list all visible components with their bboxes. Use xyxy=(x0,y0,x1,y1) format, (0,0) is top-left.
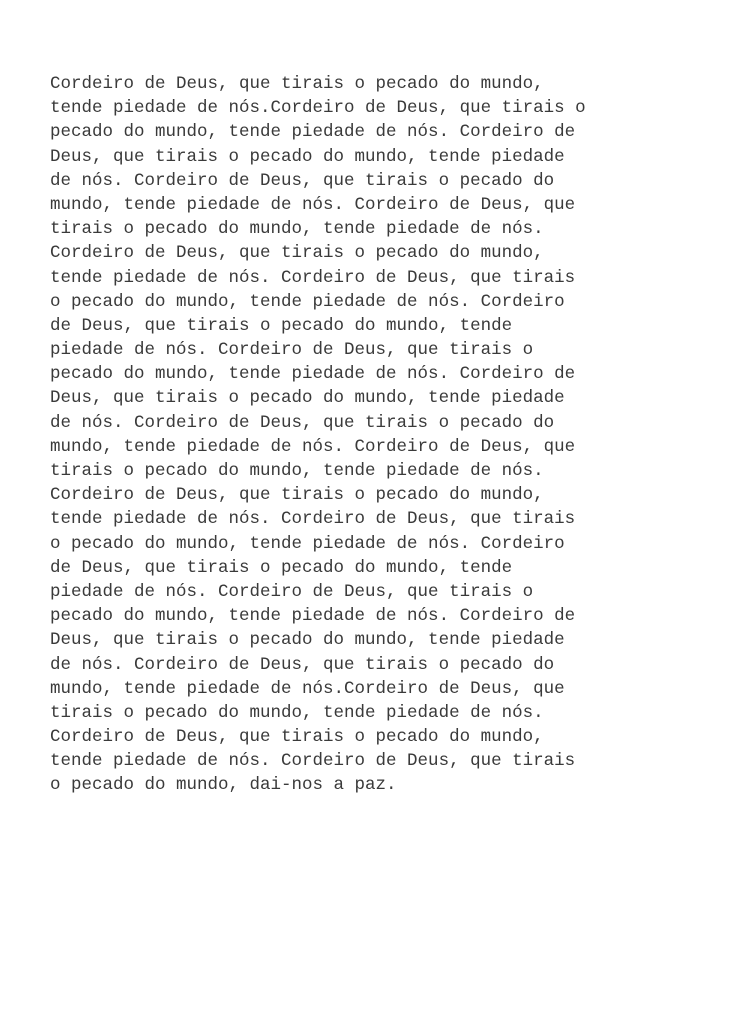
text-line: pecado do mundo, tende piedade de nós. Cordeiro de xyxy=(50,364,576,385)
text-line: Cordeiro de Deus, que tirais o pecado do mundo, xyxy=(50,727,544,748)
text-line: Cordeiro de Deus, que tirais o pecado do mundo, xyxy=(50,485,544,506)
text-line: de Deus, que tirais o pecado do mundo, tende xyxy=(50,315,513,336)
text-line: tende piedade de nós. Cordeiro de Deus, que tirais xyxy=(50,751,576,772)
text-line: de Deus, que tirais o pecado do mundo, tende xyxy=(50,557,513,578)
text-line: tirais o pecado do mundo, tende piedade de nós. xyxy=(50,702,544,723)
text-line: mundo, tende piedade de nós. Cordeiro de Deus, que xyxy=(50,194,576,215)
text-line: mundo, tende piedade de nós. Cordeiro de Deus, que xyxy=(50,436,576,457)
document-body-text xyxy=(50,72,586,798)
text-line: Deus, que tirais o pecado do mundo, tende piedade xyxy=(50,388,565,409)
text-line: tirais o pecado do mundo, tende piedade de nós. xyxy=(50,219,544,240)
text-line: Cordeiro de Deus, que tirais o pecado do mundo, xyxy=(50,74,544,94)
text-line: o pecado do mundo, tende piedade de nós. Cordeiro xyxy=(50,291,565,312)
text-line: o pecado do mundo, tende piedade de nós. Cordeiro xyxy=(50,533,565,554)
text-line: tende piedade de nós. Cordeiro de Deus, que tirais xyxy=(50,509,576,530)
text-line: tirais o pecado do mundo, tende piedade de nós. xyxy=(50,461,544,481)
text-line: Deus, que tirais o pecado do mundo, tende piedade xyxy=(50,630,565,651)
text-line: pecado do mundo, tende piedade de nós. Cordeiro de xyxy=(50,122,576,143)
text-line: tende piedade de nós. Cordeiro de Deus, que tirais xyxy=(50,267,576,288)
text-line: piedade de nós. Cordeiro de Deus, que tirais o xyxy=(50,340,534,361)
text-line: Deus, que tirais o pecado do mundo, tende piedade xyxy=(50,146,565,167)
text-line: de nós. Cordeiro de Deus, que tirais o pecado do xyxy=(50,170,555,191)
text-line: de nós. Cordeiro de Deus, que tirais o pecado do xyxy=(50,654,555,675)
text-line: Cordeiro de Deus, que tirais o pecado do mundo, xyxy=(50,243,544,264)
text-line: mundo, tende piedade de nós.Cordeiro de Deus, que xyxy=(50,678,565,699)
text-line: pecado do mundo, tende piedade de nós. Cordeiro de xyxy=(50,606,576,627)
text-line: o pecado do mundo, dai-nos a paz. xyxy=(50,775,397,796)
text-line: piedade de nós. Cordeiro de Deus, que tirais o xyxy=(50,581,534,602)
text-line: de nós. Cordeiro de Deus, que tirais o pecado do xyxy=(50,412,555,433)
text-line: tende piedade de nós.Cordeiro de Deus, que tirais o xyxy=(50,98,586,119)
